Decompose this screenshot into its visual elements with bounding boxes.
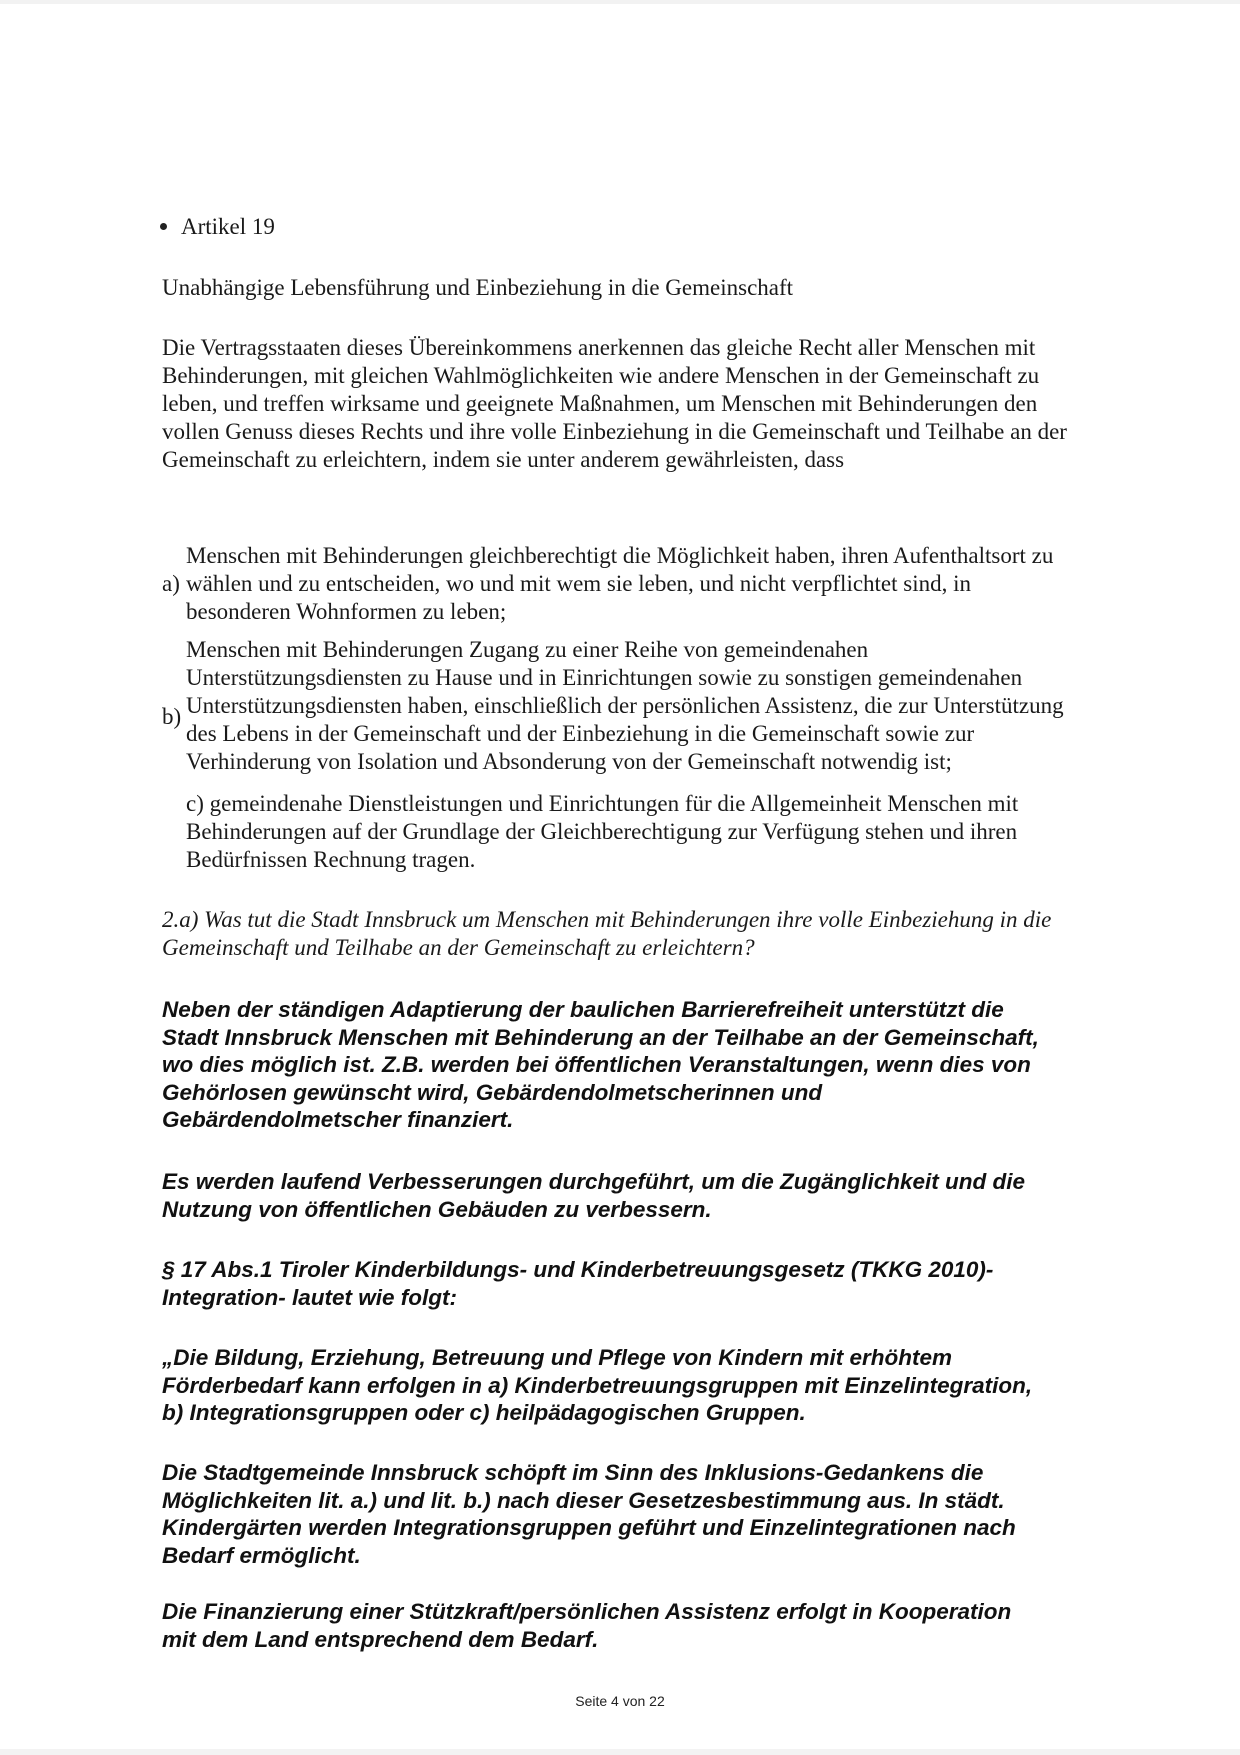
list-item-b	[0, 636, 1240, 781]
answer-line: Bedarf ermöglicht.	[162, 1542, 361, 1568]
item-line: c) gemeindenahe Dienstleistungen und Einrichtungen für die Allgemeinheit Menschen mit	[186, 791, 1019, 816]
answer-line: Nutzung von öffentlichen Gebäuden zu verbessern.	[162, 1196, 712, 1222]
item-text	[186, 636, 1146, 776]
item-marker: b)	[162, 704, 182, 729]
list-item-c	[0, 790, 1240, 880]
answer-paragraph-6	[162, 1598, 1162, 1653]
answer-line: Kindergärten werden Integrationsgruppen geführt und Einzelintegrationen nach	[162, 1515, 1016, 1540]
item-text	[186, 790, 1146, 874]
answer-paragraph-3	[162, 1256, 1162, 1311]
section-subtitle: Unabhängige Lebensführung und Einbeziehung in die Gemeinschaft	[162, 275, 794, 300]
answer-line: „Die Bildung, Erziehung, Betreuung und Pflege von Kindern mit erhöhtem	[162, 1345, 953, 1370]
answer-line: b) Integrationsgruppen oder c) heilpädagogischen Gruppen.	[162, 1400, 806, 1425]
item-line: Behinderungen auf der Grundlage der Gleichberechtigung zur Verfügung stehen und ihren	[186, 819, 1018, 844]
item-line: besonderen Wohnformen zu leben;	[186, 599, 507, 624]
answer-line: Gehörlosen gewünscht wird, Gebärdendolmetscherinnen und	[162, 1079, 823, 1105]
item-line: Bedürfnissen Rechnung tragen.	[186, 847, 476, 872]
answer-line: Die Stadtgemeinde Innsbruck schöpft im Sinn des Inklusions-Gedankens die	[162, 1460, 984, 1485]
item-line: des Lebens in der Gemeinschaft und der Einbeziehung in die Gemeinschaft sowie zur	[186, 721, 975, 746]
answer-line: Es werden laufend Verbesserungen durchgeführt, um die Zugänglichkeit und die	[162, 1169, 1026, 1194]
answer-line: Gebärdendolmetscher finanziert.	[162, 1107, 514, 1132]
item-line: Menschen mit Behinderungen Zugang zu einer Reihe von gemeindenahen	[186, 637, 869, 662]
item-line: Menschen mit Behinderungen gleichberechtigt die Möglichkeit haben, ihren Aufenthaltsort zu	[186, 543, 1054, 568]
intro-line: Gemeinschaft zu erleichtern, indem sie unter anderem gewährleisten, dass	[162, 447, 845, 472]
answer-paragraph-1	[162, 996, 1162, 1134]
intro-line: Behinderungen, mit gleichen Wahlmöglichkeiten wie andere Menschen in der Gemeinschaft zu	[162, 363, 1040, 388]
item-line: wählen und zu entscheiden, wo und mit wem sie leben, und nicht verpflichtet sind, in	[186, 571, 972, 596]
article-heading	[160, 213, 275, 241]
intro-line: Die Vertragsstaaten dieses Übereinkommens anerkennen das gleiche Recht aller Menschen mit	[162, 335, 1036, 360]
question-paragraph	[162, 906, 1152, 962]
intro-line: leben, und treffen wirksame und geeignete Maßnahmen, um Menschen mit Behinderungen den	[162, 391, 1038, 416]
answer-line: mit dem Land entsprechend dem Bedarf.	[162, 1626, 599, 1652]
intro-line: vollen Genuss dieses Rechts und ihre volle Einbeziehung in die Gemeinschaft und Teilhabe an der	[162, 419, 1067, 444]
answer-paragraph-5	[162, 1459, 1162, 1569]
bullet-icon	[160, 223, 167, 230]
answer-paragraph-2	[162, 1168, 1162, 1223]
question-line: 2.a) Was tut die Stadt Innsbruck um Menschen mit Behinderungen ihre volle Einbeziehung in die	[162, 907, 1052, 932]
page-number: Seite 4 von 22	[575, 1693, 665, 1709]
answer-line: wo dies möglich ist. Z.B. werden bei öffentlichen Veranstaltungen, wenn dies von	[162, 1052, 1031, 1077]
intro-paragraph	[162, 334, 1152, 474]
scan-edge-bottom	[0, 1749, 1240, 1755]
answer-line: Die Finanzierung einer Stützkraft/persönlichen Assistenz erfolgt in Kooperation	[162, 1599, 1012, 1624]
item-line: Verhinderung von Isolation und Absonderung von der Gemeinschaft notwendig ist;	[186, 749, 952, 774]
item-line: Unterstützungsdiensten haben, einschließlich der persönlichen Assistenz, die zur Unterstützung	[186, 693, 1064, 718]
answer-line: Förderbedarf kann erfolgen in a) Kinderbetreuungsgruppen mit Einzelintegration,	[162, 1372, 1033, 1398]
list-item-a	[0, 542, 1240, 632]
answer-paragraph-4	[162, 1344, 1162, 1427]
answer-line: Stadt Innsbruck Menschen mit Behinderung an der Teilhabe an der Gemeinschaft,	[162, 1024, 1039, 1050]
answer-line: Möglichkeiten lit. a.) und lit. b.) nach dieser Gesetzesbestimmung aus. In städt.	[162, 1487, 1005, 1513]
answer-line: Neben der ständigen Adaptierung der baulichen Barrierefreiheit unterstützt die	[162, 997, 1004, 1022]
article-title: Artikel 19	[181, 214, 275, 239]
item-text	[186, 542, 1146, 626]
item-line: Unterstützungsdiensten zu Hause und in Einrichtungen sowie zu sonstigen gemeindenahen	[186, 665, 1023, 690]
scan-edge-top	[0, 0, 1240, 4]
item-marker: a)	[162, 571, 180, 596]
answer-line: Integration- lautet wie folgt:	[162, 1284, 457, 1310]
answer-line: § 17 Abs.1 Tiroler Kinderbildungs- und Kinderbetreuungsgesetz (TKKG 2010)-	[162, 1257, 994, 1282]
question-line: Gemeinschaft und Teilhabe an der Gemeinschaft zu erleichtern?	[162, 935, 755, 960]
